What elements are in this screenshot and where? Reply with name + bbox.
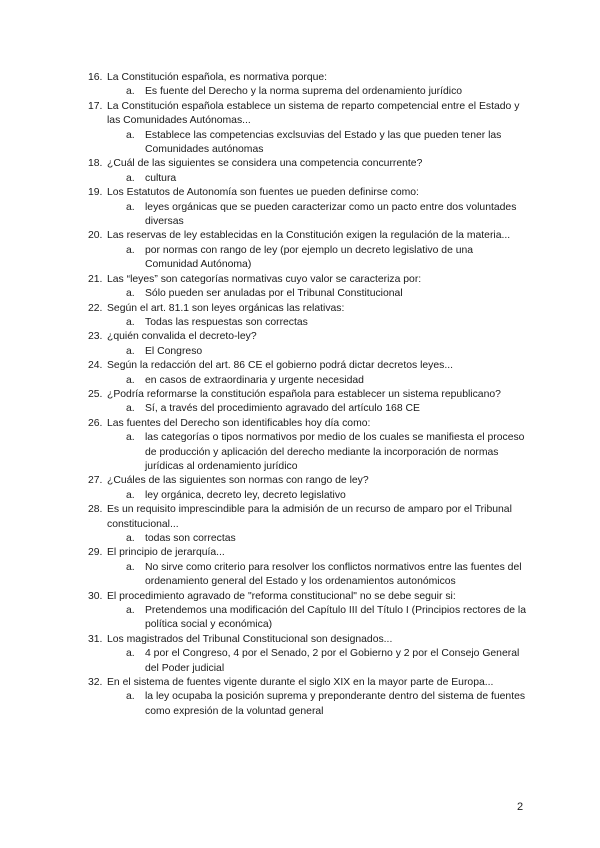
answer-letter: a. — [126, 374, 135, 386]
question-text: Las fuentes del Derecho son identificables hoy día como: — [107, 417, 371, 429]
answer-letter: a. — [126, 648, 135, 660]
question-20 — [88, 229, 528, 243]
question-17 — [88, 100, 528, 129]
question-21 — [88, 273, 528, 287]
question-number: 24. — [88, 360, 103, 372]
answer-19 — [126, 201, 528, 230]
question-19 — [88, 186, 528, 200]
answer-letter: a. — [126, 533, 135, 544]
answer-26 — [126, 431, 528, 474]
question-18 — [88, 157, 528, 171]
question-text: ¿quién convalida el decreto-ley? — [107, 331, 257, 343]
question-text: ¿Cuáles de las siguientes son normas con rango de ley? — [107, 475, 369, 487]
answer-letter: a. — [126, 244, 135, 256]
answer-24 — [126, 374, 528, 388]
question-24 — [88, 359, 528, 373]
answer-letter: a. — [126, 172, 135, 184]
question-16 — [88, 71, 528, 85]
question-text: La Constitución española establece un sistema de reparto competencial entre el Estado y las Comunidades Autónomas... — [107, 100, 520, 127]
answer-letter: a. — [126, 288, 135, 300]
question-number: 29. — [88, 547, 103, 559]
answer-23 — [126, 345, 528, 359]
question-32 — [88, 676, 528, 690]
answer-32 — [126, 690, 528, 719]
answer-30 — [126, 604, 528, 633]
question-number: 21. — [88, 273, 103, 285]
question-31 — [88, 633, 528, 647]
question-text: Los magistrados del Tribunal Constitucional son designados... — [107, 633, 393, 645]
answer-letter: a. — [126, 403, 135, 415]
answer-letter: a. — [126, 201, 135, 213]
answer-letter: a. — [126, 129, 135, 141]
answer-22 — [126, 316, 528, 330]
answer-text: 4 por el Congreso, 4 por el Senado, 2 por el Gobierno y 2 por el Consejo General del Poder judicial — [145, 648, 520, 674]
answer-text: Establece las competencias exclsuvias del Estado y las que pueden tener las Comunidades autónomas — [145, 129, 502, 156]
question-text: Las “leyes” son categorías normativas cuyo valor se caracteriza por: — [107, 273, 422, 285]
question-26 — [88, 417, 528, 431]
question-22 — [88, 302, 528, 316]
question-number: 32. — [88, 677, 103, 689]
answer-letter: a. — [126, 316, 135, 328]
answer-25 — [126, 402, 528, 416]
question-number: 22. — [88, 302, 103, 314]
question-number: 23. — [88, 331, 103, 343]
question-30 — [88, 590, 528, 604]
answer-18 — [126, 172, 528, 186]
page-number: 2 — [517, 801, 524, 813]
question-number: 17. — [88, 100, 103, 112]
question-number: 26. — [88, 417, 103, 429]
answer-text: Sí, a través del procedimiento agravado del artículo 168 CE — [145, 403, 420, 415]
answer-text: Es fuente del Derecho y la norma suprema del ordenamiento jurídico — [145, 86, 463, 98]
answer-20 — [126, 244, 528, 273]
question-text: Las reservas de ley establecidas en la Constitución exigen la regulación de la materia... — [107, 230, 511, 242]
answer-text: Todas las respuestas son correctas — [145, 316, 308, 328]
answer-text: por normas con rango de ley (por ejemplo un decreto legislativo de una Comunidad Autónoma) — [145, 244, 474, 271]
question-number: 16. — [88, 72, 103, 83]
answer-text: en casos de extraordinaria y urgente necesidad — [145, 374, 364, 386]
answer-31 — [126, 647, 528, 676]
answer-21 — [126, 287, 528, 301]
question-number: 28. — [88, 504, 103, 516]
answer-letter: a. — [126, 489, 135, 501]
answer-text: las categorías o tipos normativos por medio de los cuales se manifiesta el proceso de producción y aplicación del derecho mediante la incorporación de normas jurídicas al ordenamiento jurídico — [145, 432, 525, 472]
answer-17 — [126, 129, 528, 158]
question-text: Según la redacción del art. 86 CE el gobierno podrá dictar decretos leyes... — [107, 360, 453, 372]
question-number: 27. — [88, 475, 103, 487]
question-text: En el sistema de fuentes vigente durante el siglo XIX en la mayor parte de Europa... — [107, 677, 494, 689]
question-29 — [88, 546, 528, 560]
answer-text: ley orgánica, decreto ley, decreto legislativo — [145, 489, 346, 501]
question-28 — [88, 503, 528, 532]
question-text: El principio de jerarquía... — [107, 547, 225, 559]
answer-letter: a. — [126, 345, 135, 357]
question-text: La Constitución española, es normativa porque: — [107, 72, 328, 83]
question-number: 19. — [88, 187, 103, 199]
answer-27 — [126, 489, 528, 503]
question-23 — [88, 330, 528, 344]
answer-28 — [126, 532, 528, 546]
question-text: Es un requisito imprescindible para la admisión de un recurso de amparo por el Tribunal constitucional... — [107, 504, 512, 530]
question-number: 31. — [88, 633, 103, 645]
answer-text: leyes orgánicas que se pueden caracterizar como un pacto entre dos voluntades diversas — [145, 201, 517, 228]
answer-letter: a. — [126, 691, 135, 703]
answer-text: Sólo pueden ser anuladas por el Tribunal Constitucional — [145, 288, 403, 300]
question-text: Los Estatutos de Autonomía son fuentes ue pueden definirse como: — [107, 187, 419, 199]
question-text: El procedimiento agravado de "reforma constitucional" no se debe seguir si: — [107, 590, 456, 602]
answer-text: El Congreso — [145, 345, 203, 357]
answer-letter: a. — [126, 561, 135, 573]
answer-16 — [126, 85, 528, 99]
question-number: 18. — [88, 158, 103, 170]
answer-text: Pretendemos una modificación del Capítulo III del Título I (Principios rectores de la política social y económica) — [145, 605, 526, 631]
question-27 — [88, 474, 528, 488]
question-text: ¿Podría reformarse la constitución española para establecer un sistema republicano? — [107, 388, 501, 400]
answer-letter: a. — [126, 86, 135, 98]
answer-text: todas son correctas — [145, 533, 236, 544]
answer-text: No sirve como criterio para resolver los conflictos normativos entre las fuentes del ordenamiento general del Estado y los ordenamientos autonómicos — [145, 561, 522, 588]
answer-letter: a. — [126, 432, 135, 444]
question-number: 20. — [88, 230, 103, 242]
answer-29 — [126, 561, 528, 590]
question-list — [88, 71, 528, 719]
answer-text: la ley ocupaba la posición suprema y preponderante dentro del sistema de fuentes como expresión de la voluntad general — [145, 691, 526, 717]
question-number: 25. — [88, 388, 103, 400]
answer-text: cultura — [145, 172, 177, 184]
question-25 — [88, 388, 528, 402]
answer-letter: a. — [126, 605, 135, 617]
question-number: 30. — [88, 590, 103, 602]
question-text: Según el art. 81.1 son leyes orgánicas las relativas: — [107, 302, 345, 314]
question-text: ¿Cuál de las siguientes se considera una competencia concurrente? — [107, 158, 423, 170]
